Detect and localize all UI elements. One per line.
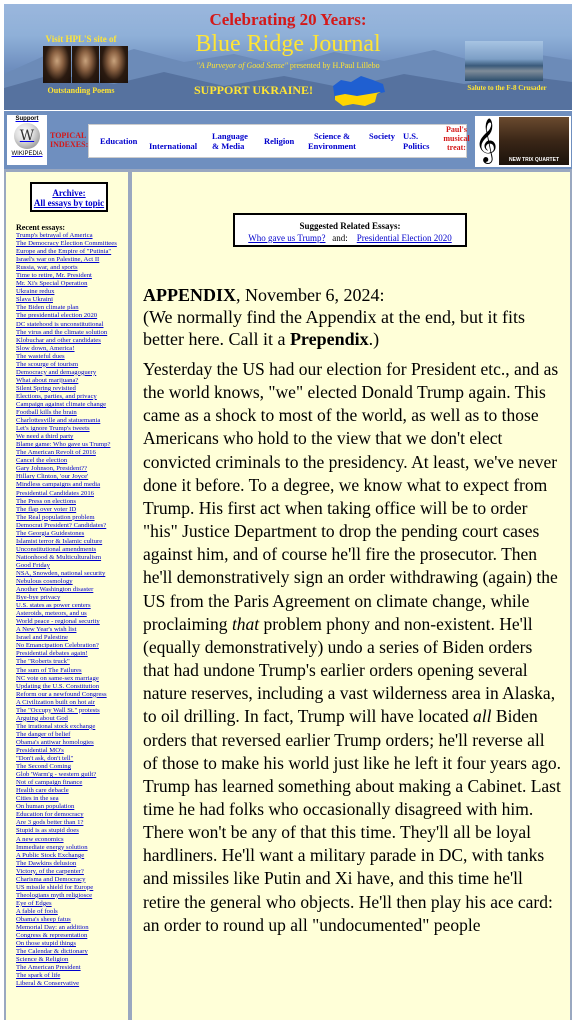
- essay-link[interactable]: No Emancipation Celebration?: [16, 642, 99, 650]
- archive-label[interactable]: Archive:: [52, 188, 86, 198]
- essay-link[interactable]: World peace - regional security: [16, 618, 100, 626]
- essay-link[interactable]: Unconstitutional amendments: [16, 545, 97, 553]
- essay-link[interactable]: The wasteful dues: [16, 352, 65, 360]
- related-and-text: and:: [332, 233, 348, 243]
- topic-us-politics[interactable]: U.S. Politics: [403, 131, 430, 151]
- essay-link[interactable]: The Dawkins delusion: [16, 859, 77, 867]
- list-item: [16, 288, 128, 296]
- essay-link[interactable]: "Don't ask, don't tell": [16, 755, 74, 763]
- essay-link[interactable]: The flap over voter ID: [16, 505, 77, 513]
- appendix-heading: APPENDIX: [143, 285, 236, 305]
- essay-link[interactable]: Israel's war on Palestine, Act II: [16, 256, 100, 264]
- poet-portrait[interactable]: [100, 46, 128, 83]
- recent-essays-list: [16, 232, 128, 988]
- essay-link[interactable]: Mr. Xi's Special Operation: [16, 280, 88, 288]
- list-item: [16, 361, 128, 369]
- list-item: [16, 892, 128, 900]
- list-item: [16, 763, 128, 771]
- essay-link[interactable]: Theologians myth religiosce: [16, 891, 93, 899]
- list-item: [16, 554, 128, 562]
- essay-link[interactable]: Presidential MO's: [16, 747, 64, 754]
- list-item: [16, 900, 128, 908]
- main-content: [132, 172, 570, 1020]
- essay-link[interactable]: Gary Johnson, President??: [16, 465, 88, 473]
- list-item: [16, 377, 128, 385]
- list-item: [16, 337, 128, 345]
- list-item: [16, 691, 128, 699]
- essay-link[interactable]: Charlottesville and statuemania: [16, 417, 101, 425]
- list-item: [16, 715, 128, 723]
- list-item: [16, 594, 128, 602]
- essay-link[interactable]: We need a third party: [16, 433, 74, 441]
- essay-link[interactable]: Democracy and demagoguery: [16, 368, 97, 376]
- essay-link[interactable]: A fable of fools: [16, 907, 58, 915]
- essay-link[interactable]: Eye of Edges: [16, 899, 52, 907]
- list-item: [16, 876, 128, 884]
- list-item: [16, 819, 128, 827]
- list-item: [16, 473, 128, 481]
- essay-link[interactable]: Mindless campaigns and media: [16, 481, 101, 489]
- essay-link[interactable]: The "Occupy Wall St." protests: [16, 706, 100, 714]
- article-date: , November 6, 2024:: [236, 285, 385, 305]
- list-item: [16, 514, 128, 522]
- essay-link[interactable]: Stupid is as stupid does: [16, 827, 79, 835]
- list-item: [16, 803, 128, 811]
- essay-link[interactable]: The presidential election 2020: [16, 312, 98, 320]
- list-item: [16, 441, 128, 449]
- essay-link[interactable]: Islamist terror & Islamic culture: [16, 537, 103, 545]
- essay-link[interactable]: The Second Coming: [16, 763, 71, 771]
- f8-crusader-image[interactable]: [465, 41, 543, 81]
- essay-link[interactable]: Are 3 gods better than 1?: [16, 819, 84, 827]
- list-item: [16, 457, 128, 465]
- essay-link[interactable]: Cities in the sea: [16, 795, 59, 803]
- essay-link[interactable]: The spark of life: [16, 972, 61, 980]
- list-item: [16, 731, 128, 739]
- list-item: [16, 932, 128, 940]
- list-item: [16, 401, 128, 409]
- musical-treat-link[interactable]: [475, 116, 571, 167]
- essay-link[interactable]: Another Washington disaster: [16, 586, 94, 594]
- essay-link[interactable]: Campaign against climate change: [16, 400, 107, 408]
- essay-link[interactable]: Ukraine redux: [16, 288, 55, 296]
- paragraph-1-italic-all: all: [473, 706, 492, 727]
- essay-link[interactable]: The scourge of tourism: [16, 360, 79, 368]
- essay-link[interactable]: DC statehood is unconstitutional: [16, 320, 104, 328]
- list-item: [16, 699, 128, 707]
- article-body: [143, 358, 561, 937]
- essay-link[interactable]: Congress & representation: [16, 932, 88, 940]
- list-item: [16, 296, 128, 304]
- essay-link[interactable]: Education for democracy: [16, 811, 84, 819]
- essay-link[interactable]: Victory, of the carpenter?: [16, 867, 84, 875]
- essay-link[interactable]: The Press on elections: [16, 497, 76, 505]
- list-item: [16, 586, 128, 594]
- list-item: [16, 321, 128, 329]
- topic-international[interactable]: International: [149, 141, 198, 151]
- list-item: [16, 940, 128, 948]
- list-item: [16, 972, 128, 980]
- list-item: [16, 723, 128, 731]
- paragraph-1a: Yesterday the US had our election for President etc., and as the world knows, "we" elected Donald Trump again. This came as a shock to most of the world, as well as to those Americans who hold to the view that we don't elect convicted criminals to the presidency. At least, we've never done it before. To a degree, we know what to expect from Trump. His first act when taking office will be to order "his" Justice Department to drop the pending court cases against him, and of course he'll fire the prosecutor. Then he'll demonstratively sign an order withdrawing (again) the US from the Paris Agreement on climate change, while proclaiming: [143, 359, 559, 634]
- list-item: [16, 272, 128, 280]
- topic-religion[interactable]: Religion: [264, 136, 295, 146]
- list-item: [16, 232, 128, 240]
- essay-link[interactable]: Nebulous cosmology: [16, 578, 73, 586]
- list-item: [16, 240, 128, 248]
- essay-link[interactable]: The American President: [16, 964, 81, 972]
- wiki-support-text: Support: [15, 116, 39, 122]
- recent-essays-heading: Recent essays:: [16, 223, 66, 232]
- essay-link[interactable]: Science & Religion: [16, 956, 69, 964]
- support-ukraine-link[interactable]: SUPPORT UKRAINE!: [194, 83, 314, 97]
- column-divider: [129, 172, 130, 1020]
- essay-link[interactable]: Bye-bye privacy: [16, 594, 61, 602]
- subtitle-author: presented by H.Paul Lillebo: [289, 61, 380, 70]
- list-item: [16, 916, 128, 924]
- list-item: [16, 667, 128, 675]
- topic-links: [88, 124, 467, 158]
- list-item: [16, 634, 128, 642]
- list-item: [16, 868, 128, 876]
- list-item: [16, 602, 128, 610]
- list-item: [16, 811, 128, 819]
- wikipedia-label: WIKIPEDIA: [11, 151, 43, 157]
- essay-link[interactable]: Arguing about God: [16, 714, 68, 722]
- list-item: [16, 836, 128, 844]
- related-link-who-gave-us-trump[interactable]: Who gave us Trump?: [248, 233, 326, 243]
- list-item: [16, 771, 128, 779]
- ukraine-map-flag-icon[interactable]: [331, 72, 387, 110]
- topic-science-environment[interactable]: Science & Environment: [307, 131, 357, 151]
- list-item: [16, 650, 128, 658]
- list-item: [16, 433, 128, 441]
- list-item: [16, 329, 128, 337]
- essay-link[interactable]: On human population: [16, 803, 75, 811]
- list-item: [16, 546, 128, 554]
- list-item: [16, 449, 128, 457]
- essay-link[interactable]: Cancel the election: [16, 457, 68, 465]
- essay-link[interactable]: Trump's betrayal of America: [16, 232, 93, 239]
- related-link-presidential-election-2020[interactable]: Presidential Election 2020: [356, 233, 452, 243]
- essay-link[interactable]: A Civilization built on hot air: [16, 698, 95, 706]
- list-item: [16, 530, 128, 538]
- paragraph-1-italic-that: that: [231, 613, 260, 634]
- essay-link[interactable]: The Calendar & dictionary: [16, 948, 88, 956]
- list-item: [16, 304, 128, 312]
- list-item: [16, 948, 128, 956]
- essay-link[interactable]: A new economics: [16, 835, 64, 843]
- list-item: [16, 618, 128, 626]
- essay-link[interactable]: The Biden climate plan: [16, 304, 79, 312]
- intro-text-b: .): [368, 329, 380, 349]
- essay-link[interactable]: Democrat President? Candidates?: [16, 521, 107, 529]
- list-item: [16, 409, 128, 417]
- essay-link[interactable]: Klobuchar and other candidates: [16, 336, 101, 344]
- essay-link[interactable]: Israel and Palestine: [16, 634, 68, 642]
- site-banner: [4, 4, 572, 110]
- essay-link[interactable]: NC vote on same-sex marriage: [16, 674, 99, 682]
- essay-link[interactable]: Silent Spring revisited: [16, 384, 76, 392]
- list-item: [16, 980, 128, 988]
- list-item: [16, 280, 128, 288]
- list-item: [16, 844, 128, 852]
- paragraph-1c: Biden orders that reversed earlier Trump orders; he'll reverse all of those to make his world just like he left it four years ago.: [143, 706, 561, 773]
- poet-portrait[interactable]: [43, 46, 71, 83]
- list-item: [16, 385, 128, 393]
- sidebar: [6, 172, 128, 1020]
- essay-link[interactable]: Russia, war, and sports: [16, 264, 78, 272]
- archive-all-essays-link[interactable]: All essays by topic: [33, 198, 105, 208]
- essay-link[interactable]: Immediate energy solution: [16, 843, 88, 851]
- essay-link[interactable]: Football kills the brain: [16, 409, 77, 417]
- article-intro: [143, 284, 561, 350]
- list-item: [16, 312, 128, 320]
- related-essays-box: [233, 213, 467, 247]
- essay-link[interactable]: The Democracy Election Committees: [16, 240, 117, 248]
- celebrating-heading: Celebrating 20 Years:: [209, 10, 367, 29]
- list-item: [16, 739, 128, 747]
- essay-link[interactable]: Hillary Clinton, 'our Joyce': [16, 473, 89, 481]
- list-item: [16, 675, 128, 683]
- list-item: [16, 683, 128, 691]
- wikipedia-support-link[interactable]: [7, 115, 47, 165]
- pauls-musical-treat-label: Paul's musical treat:: [443, 125, 470, 152]
- essay-link[interactable]: The "Roberts truck": [16, 658, 70, 666]
- essay-link[interactable]: US missile shield for Europe: [16, 883, 94, 891]
- related-essays-links: [235, 233, 465, 243]
- wikipedia-globe-icon: W: [14, 123, 40, 149]
- essay-link[interactable]: Slava Ukraini: [16, 296, 53, 304]
- poet-portrait[interactable]: [72, 46, 100, 83]
- list-item: [16, 345, 128, 353]
- intro-text-a: (We normally find the Appendix at the end, but it fits better here. Call it a: [143, 307, 525, 349]
- list-item: [16, 425, 128, 433]
- essay-link[interactable]: What about marijuana?: [16, 376, 79, 384]
- subtitle-quote: "A Purveyor of Good Sense": [196, 61, 288, 70]
- list-item: [16, 827, 128, 835]
- related-essays-title: Suggested Related Essays:: [299, 221, 401, 231]
- topic-language-media[interactable]: Language & Media: [212, 131, 248, 151]
- list-item: [16, 522, 128, 530]
- list-item: [16, 562, 128, 570]
- list-item: [16, 795, 128, 803]
- topic-society[interactable]: Society: [369, 131, 395, 141]
- essay-link[interactable]: Asteroids, meteors, and us: [16, 610, 87, 618]
- essay-link[interactable]: The danger of belief: [16, 730, 71, 738]
- list-item: [16, 264, 128, 272]
- essay-link[interactable]: Health care debacle: [16, 787, 69, 795]
- essay-link[interactable]: Slow down, America!: [16, 344, 75, 352]
- essay-link[interactable]: Charisma and Democracy: [16, 875, 86, 883]
- paragraph-2: Trump has learned something about making a Cabinet. Last time he had folks who occasionally disagreed with him. There won't be any of that this time. They'll all be loyal hardliners. He'll want a military parade in DC, with tanks and missiles like Putin and Xi have, and this time he'll retire the general who objects. He'll then play his ace card: an order to round up all "undocumented" people: [143, 775, 561, 935]
- essay-link[interactable]: On those stupid things: [16, 940, 77, 948]
- essay-link[interactable]: Reform our a newfound Congress: [16, 690, 107, 698]
- list-item: [16, 256, 128, 264]
- essay-link[interactable]: Memorial Day: an addition: [16, 924, 89, 932]
- list-item: [16, 578, 128, 586]
- intro-prependix: Prependix: [289, 329, 369, 349]
- essay-link[interactable]: Obama's antiwar homologies: [16, 738, 94, 746]
- essay-link[interactable]: Europe and the Empire of "Putinia": [16, 248, 112, 256]
- list-item: [16, 747, 128, 755]
- essay-link[interactable]: Presidential Candidates 2016: [16, 489, 95, 497]
- list-item: [16, 353, 128, 361]
- list-item: [16, 924, 128, 932]
- essay-link[interactable]: Obama's sheep fatus: [16, 915, 71, 923]
- essay-link[interactable]: Presidential debates again!: [16, 650, 88, 658]
- list-item: [16, 626, 128, 634]
- essay-link[interactable]: The irrational stock exchange: [16, 722, 96, 730]
- essay-link[interactable]: The Georgia Guidestones: [16, 529, 85, 537]
- poet-portraits[interactable]: [43, 46, 128, 83]
- list-item: [16, 570, 128, 578]
- quartet-label: NEW TRIX QUARTET: [509, 157, 559, 163]
- list-item: [16, 956, 128, 964]
- essay-link[interactable]: U.S. states as power centers: [16, 602, 91, 610]
- essay-link[interactable]: Time to retire, Mr. President: [16, 272, 92, 280]
- essay-link[interactable]: The sum of The Failures: [16, 666, 82, 674]
- essay-link[interactable]: A Public Stock Exchange: [16, 851, 85, 859]
- f8-crusader-link[interactable]: Salute to the F-8 Crusader: [467, 84, 547, 92]
- essay-link[interactable]: Good Friday: [16, 561, 50, 569]
- list-item: [16, 860, 128, 868]
- list-item: [16, 369, 128, 377]
- list-item: [16, 964, 128, 972]
- list-item: [16, 465, 128, 473]
- outstanding-poems-link[interactable]: Outstanding Poems: [47, 86, 115, 95]
- list-item: [16, 658, 128, 666]
- list-item: [16, 884, 128, 892]
- treble-clef-icon: 𝄞: [475, 118, 498, 162]
- essay-link[interactable]: Liberal & Conservative: [16, 980, 80, 988]
- quartet-photo[interactable]: [499, 117, 569, 165]
- essay-link[interactable]: NSA, Snowden, national security: [16, 569, 106, 577]
- list-item: [16, 642, 128, 650]
- essay-link[interactable]: The virus and the climate solution: [16, 328, 108, 336]
- list-item: [16, 498, 128, 506]
- list-item: [16, 506, 128, 514]
- essay-link[interactable]: Not of campaign finance: [16, 779, 83, 787]
- list-item: [16, 393, 128, 401]
- list-item: [16, 481, 128, 489]
- essay-link[interactable]: Updating the U.S. Constitution: [16, 682, 100, 690]
- list-item: [16, 248, 128, 256]
- list-item: [16, 908, 128, 916]
- essay-link[interactable]: Glob 'Warm'g - western guilt?: [16, 771, 97, 779]
- topic-education[interactable]: Education: [100, 136, 138, 146]
- essay-link[interactable]: Nationhood & Multiculturalism: [16, 553, 102, 561]
- essay-link[interactable]: Elections, parties, and privacy: [16, 392, 97, 400]
- visit-hpl-label[interactable]: Visit HPL'S site of: [45, 34, 117, 44]
- article: [143, 284, 561, 937]
- list-item: [16, 610, 128, 618]
- list-item: [16, 417, 128, 425]
- essay-link[interactable]: Blame game: Who gave us Trump?: [16, 441, 111, 449]
- list-item: [16, 852, 128, 860]
- list-item: [16, 755, 128, 763]
- list-item: [16, 779, 128, 787]
- list-item: [16, 490, 128, 498]
- essay-link[interactable]: The Real population problem: [16, 513, 95, 521]
- essay-link[interactable]: Let's ignore Trump's tweets: [16, 425, 90, 433]
- essay-link[interactable]: The American Revolt of 2016: [16, 449, 96, 457]
- site-title[interactable]: Blue Ridge Journal: [195, 31, 381, 57]
- archive-box: [30, 182, 108, 212]
- topical-indexes-label: TOPICAL INDEXES:: [50, 131, 89, 149]
- list-item: [16, 538, 128, 546]
- list-item: [16, 707, 128, 715]
- essay-link[interactable]: A New Year's wish list: [16, 626, 77, 634]
- list-item: [16, 787, 128, 795]
- paragraph-1b: problem phony and non-existent. He'll (equally demonstratively) undo a series of Biden orders that had undone Trump's earlier orders opening several nature reserves, including a vast wilderness area in Alaska, to oil drilling. In fact, Trump will have located: [143, 613, 556, 727]
